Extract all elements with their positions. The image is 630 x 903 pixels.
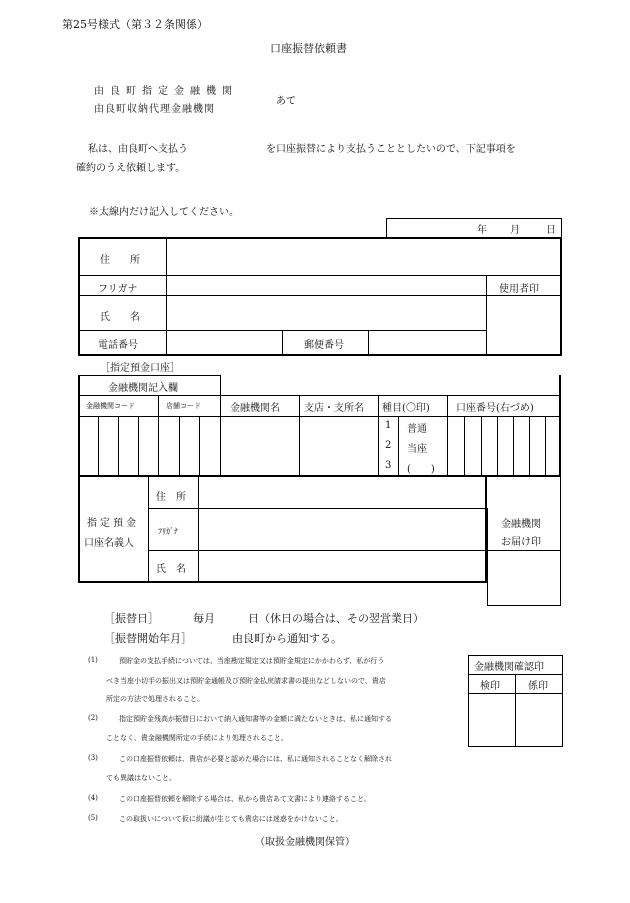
footer-note: （取扱金融機関保管） bbox=[255, 837, 355, 848]
holder-label-1: 指定預金 bbox=[87, 518, 139, 529]
address-field[interactable] bbox=[167, 240, 485, 274]
term-2-num: (2) bbox=[88, 714, 98, 722]
term-1-line-2: べき当座小切手の振出又は預貯金通帳及び預貯金払戻請求書の提出などしないので、貴店 bbox=[106, 677, 386, 685]
type-num-3: 3 bbox=[385, 460, 392, 471]
holder-address-field[interactable] bbox=[200, 478, 485, 507]
phone-field[interactable] bbox=[167, 332, 281, 354]
bank-name-header: 金融機関名 bbox=[230, 403, 280, 414]
transfer-start-label: ［振替開始年月］ bbox=[104, 632, 192, 645]
address-label: 住 所 bbox=[100, 255, 140, 266]
intro-text-a: 私は、由良町へ支払う bbox=[88, 144, 188, 155]
type-other[interactable]: ( ) bbox=[407, 464, 435, 475]
term-2-line-2: ことなく、貴金融機関所定の手続により処理されること。 bbox=[106, 734, 288, 742]
term-4-line-1: この口座振替依頼を解除する場合は、私から貴店あて文書により連絡すること。 bbox=[119, 795, 371, 803]
addressee-designated: 由良町指定金融機関 bbox=[94, 86, 238, 97]
term-5-num: (5) bbox=[88, 814, 98, 822]
account-type-header: 種目(〇印) bbox=[382, 403, 430, 414]
type-ordinary[interactable]: 普通 bbox=[407, 424, 427, 435]
type-current[interactable]: 当座 bbox=[407, 444, 427, 455]
holder-name-field[interactable] bbox=[200, 552, 485, 581]
holder-furigana-label: ﾌﾘｶﾞﾅ bbox=[158, 527, 178, 536]
branch-code-header: 店舗コード bbox=[166, 402, 201, 410]
bank-code-header: 金融機関コード bbox=[86, 402, 135, 410]
term-5-line-1: この取扱いについて仮に紛議が生じても貴店には迷惑をかけないこと。 bbox=[119, 815, 343, 823]
holder-label-2: 口座名義人 bbox=[84, 538, 134, 549]
date-month-label: 月 bbox=[510, 225, 520, 236]
postal-label: 郵便番号 bbox=[304, 340, 344, 351]
term-2-line-1: 指定預貯金残高が振替日において納入通知書等の金額に満たないときは、私に通知する bbox=[119, 715, 392, 723]
term-4-num: (4) bbox=[88, 794, 98, 802]
term-3-line-1: この口座振替依頼は、貴店が必要と認めた場合には、私に通知されることなく解除され bbox=[119, 755, 392, 763]
bank-seal-label-1: 金融機関 bbox=[501, 519, 541, 530]
term-1-line-1: 預貯金の支払手続については、当座勘定規定又は預貯金規定にかかわらず、私が行う bbox=[119, 657, 385, 665]
term-1-num: (1) bbox=[88, 656, 98, 664]
account-heading: ［指定預金口座］ bbox=[100, 363, 180, 374]
instruction-note: ※太線内だけ記入してください。 bbox=[89, 207, 239, 218]
confirm-staff-label: 係印 bbox=[528, 681, 548, 692]
term-3-line-2: ても異議はないこと。 bbox=[106, 774, 176, 782]
confirm-title: 金融機関確認印 bbox=[474, 662, 544, 673]
account-number-header: 口座番号(右づめ) bbox=[456, 403, 534, 414]
user-seal-label: 使用者印 bbox=[499, 284, 539, 295]
type-num-1: 1 bbox=[385, 420, 392, 431]
postal-field[interactable] bbox=[369, 332, 485, 354]
furigana-label: フリガナ bbox=[98, 284, 138, 295]
account-table bbox=[78, 375, 561, 477]
transfer-day-label: ［振替日］ bbox=[104, 612, 159, 625]
type-num-2: 2 bbox=[385, 440, 392, 451]
term-3-num: (3) bbox=[88, 754, 98, 762]
intro-text-c: 確約のうえ依頼します。 bbox=[76, 163, 186, 174]
addressee-suffix: あて bbox=[276, 96, 296, 107]
branch-name-header: 支店・支所名 bbox=[304, 403, 364, 414]
bank-fill-label: 金融機関記入欄 bbox=[108, 383, 178, 394]
bank-seal-label-2: お届け印 bbox=[501, 537, 541, 548]
holder-address-label: 住 所 bbox=[156, 492, 186, 503]
transfer-start-text: 由良町から通知する。 bbox=[232, 632, 342, 645]
name-field[interactable] bbox=[167, 297, 485, 329]
addressee-agent: 由良町収納代理金融機関 bbox=[94, 104, 215, 115]
phone-label: 電話番号 bbox=[98, 340, 138, 351]
transfer-day-text: 毎月 日（休日の場合は、その翌営業日） bbox=[193, 612, 424, 625]
intro-text-b: を口座振替により支払うこととしたいので、下記事項を bbox=[266, 144, 516, 155]
holder-name-label: 氏 名 bbox=[156, 564, 186, 575]
name-label: 氏 名 bbox=[100, 312, 140, 323]
form-number: 第25号様式（第３２条関係） bbox=[62, 18, 208, 31]
term-1-line-3: 所定の方法で処理されること。 bbox=[106, 695, 204, 703]
form-title: 口座振替依頼書 bbox=[270, 42, 347, 55]
holder-furigana-field[interactable] bbox=[200, 510, 485, 549]
date-year-label: 年 bbox=[477, 225, 487, 236]
confirm-inspect-label: 検印 bbox=[480, 681, 500, 692]
date-day-label: 日 bbox=[546, 225, 556, 236]
furigana-field[interactable] bbox=[167, 277, 485, 294]
